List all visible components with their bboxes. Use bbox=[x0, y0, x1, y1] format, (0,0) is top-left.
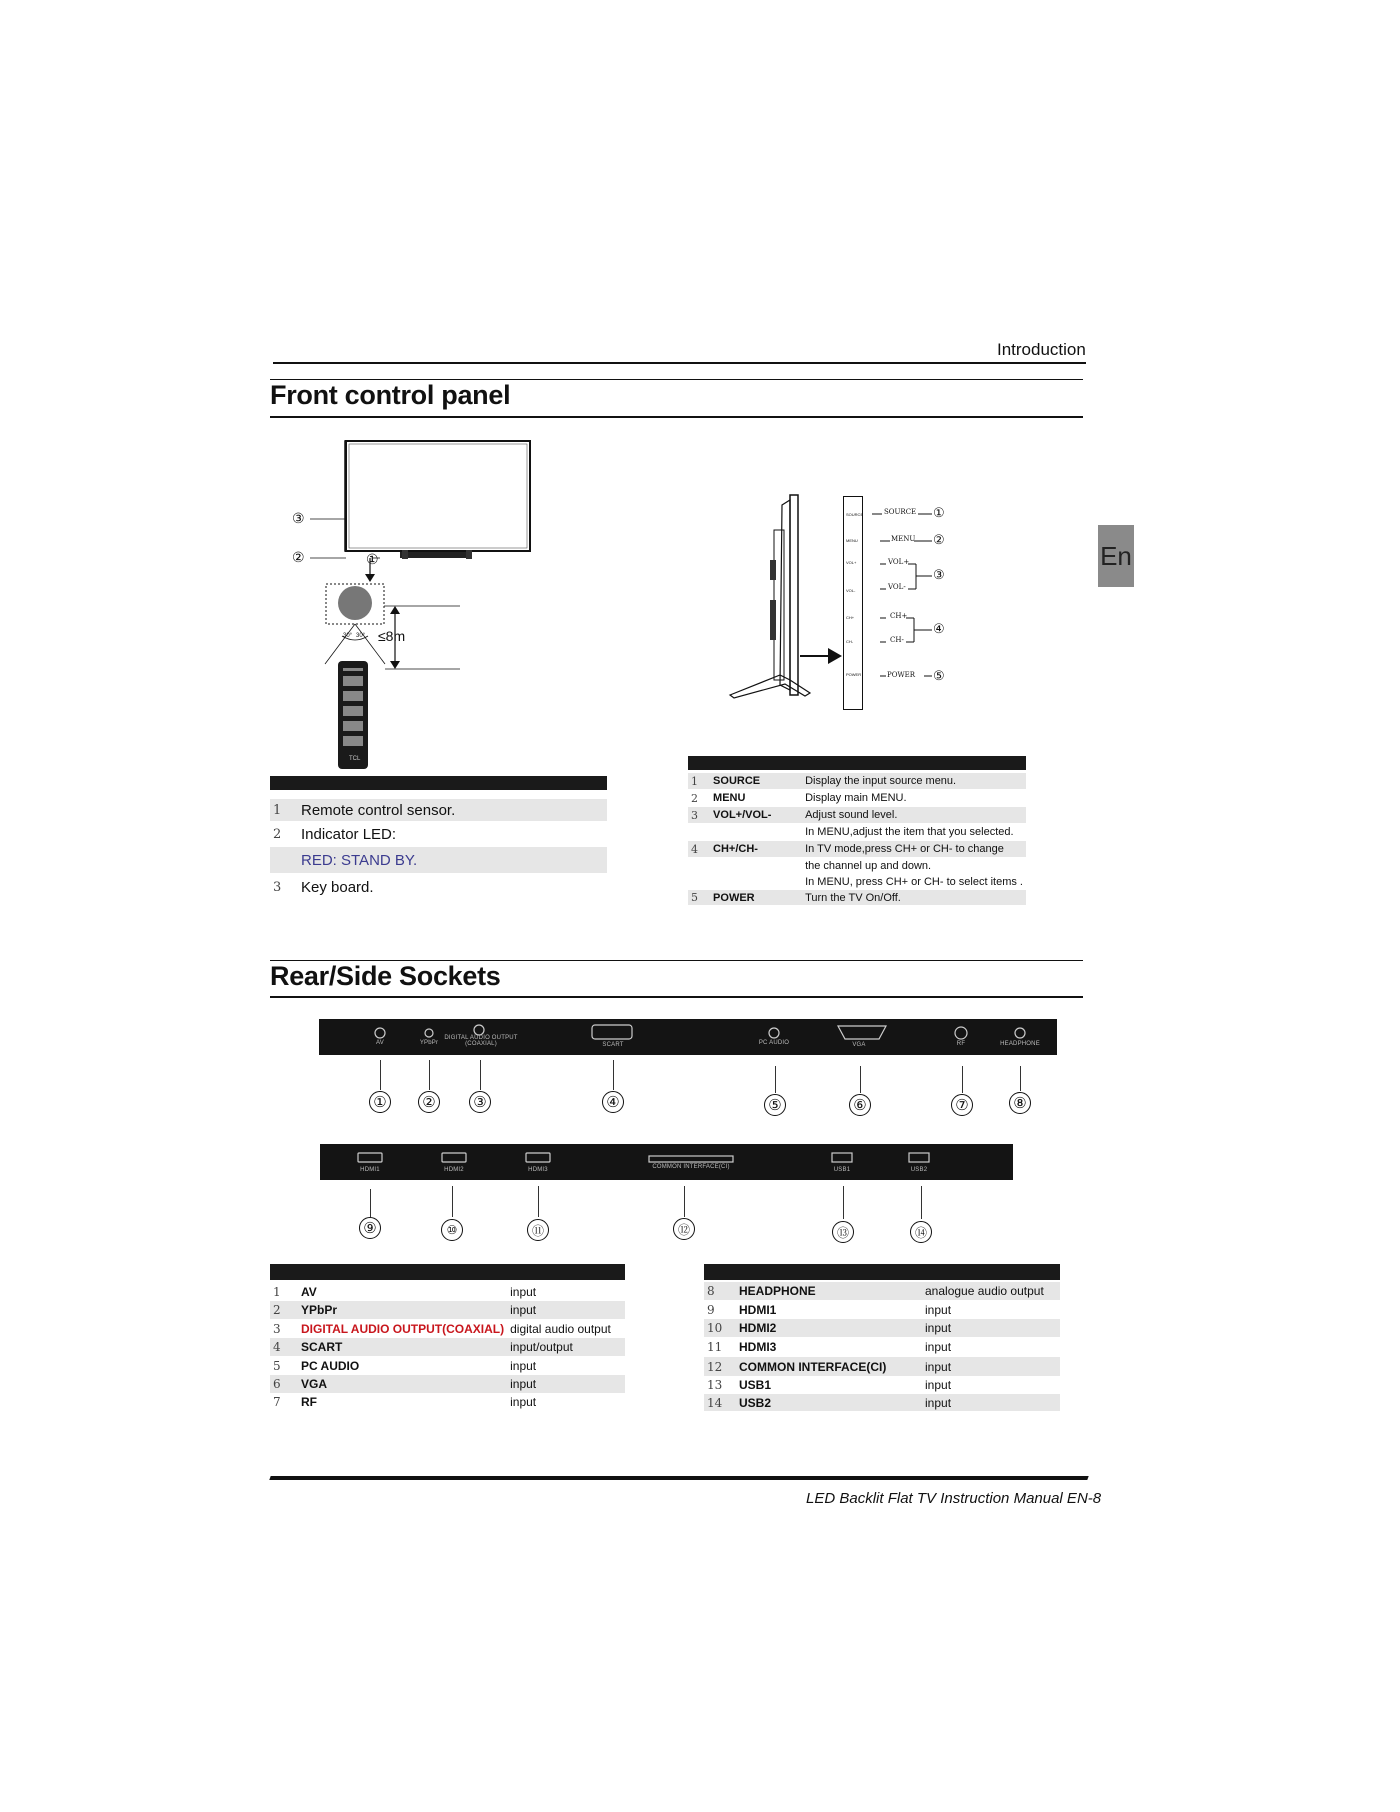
socket-callout-10: ⑩ bbox=[441, 1219, 463, 1241]
key-short-menu: MENU bbox=[846, 538, 858, 543]
key-label-power: POWER bbox=[887, 671, 916, 679]
row-num: 2 bbox=[270, 1301, 298, 1319]
remote-brand: TCL bbox=[349, 756, 361, 762]
port-label-usb1: USB1 bbox=[833, 1167, 851, 1173]
row-num bbox=[270, 847, 298, 873]
key-label-chup: CH+ bbox=[890, 612, 908, 620]
front-title: Front control panel bbox=[270, 380, 511, 410]
row-key: CH+/CH- bbox=[710, 841, 802, 857]
port-label-pc-audio: PC AUDIO bbox=[758, 1040, 790, 1046]
front-left-table bbox=[270, 776, 607, 901]
leader-13 bbox=[843, 1186, 844, 1219]
leader-4 bbox=[613, 1060, 614, 1090]
front-diagram bbox=[280, 436, 540, 776]
row-num: 14 bbox=[704, 1394, 736, 1411]
leader-10 bbox=[452, 1186, 453, 1217]
leader-5 bbox=[775, 1066, 776, 1093]
key-callout-5: ⑤ bbox=[933, 668, 945, 683]
leader-2 bbox=[429, 1060, 430, 1090]
key-label-chdown: CH- bbox=[890, 636, 904, 644]
row-text: Key board. bbox=[301, 878, 374, 896]
row-desc: In TV mode,press CH+ or CH- to change bbox=[802, 841, 1026, 857]
leader-12 bbox=[684, 1186, 685, 1217]
row-num: 1 bbox=[273, 1285, 281, 1299]
row-name: VGA bbox=[298, 1375, 507, 1393]
row-name: COMMON INTERFACE(CI) bbox=[736, 1357, 922, 1376]
row-name: AV bbox=[301, 1285, 317, 1299]
leader-14 bbox=[921, 1186, 922, 1219]
row-name: HEADPHONE bbox=[736, 1282, 922, 1300]
port-label-hdmi2: HDMI2 bbox=[444, 1167, 464, 1173]
row-key: VOL+/VOL- bbox=[710, 807, 802, 823]
row-name: SCART bbox=[298, 1338, 507, 1356]
row-num: 1 bbox=[688, 773, 710, 789]
row-num: 3 bbox=[273, 1321, 281, 1336]
port-label-usb2: USB2 bbox=[910, 1167, 928, 1173]
key-label-volup: VOL+ bbox=[888, 558, 910, 566]
port-label-hdmi1: HDMI1 bbox=[360, 1167, 380, 1173]
port-label-ypbpr: YPbPr bbox=[419, 1040, 439, 1046]
key-short-chup: CH+ bbox=[846, 615, 855, 620]
row-type: input bbox=[925, 1340, 952, 1354]
front-title-bottom-rule bbox=[270, 416, 1083, 418]
row-num: 3 bbox=[273, 879, 282, 895]
callout-1: ① bbox=[366, 551, 379, 567]
row-text: Indicator LED: bbox=[301, 825, 397, 843]
socket-callout-13: ⑬ bbox=[832, 1221, 854, 1243]
row-text: RED: STAND BY. bbox=[298, 847, 607, 873]
front-right-table bbox=[688, 756, 1026, 905]
port-label-scart: SCART bbox=[602, 1042, 624, 1048]
row-num: 4 bbox=[270, 1338, 298, 1356]
row-key: POWER bbox=[710, 890, 802, 905]
row-type: input bbox=[925, 1378, 952, 1392]
leader-9 bbox=[370, 1189, 371, 1217]
port-label-ci: COMMON INTERFACE(CI) bbox=[652, 1164, 730, 1170]
port-label-headphone: HEADPHONE bbox=[1000, 1041, 1040, 1047]
rear-panel-2-ports bbox=[320, 1144, 1013, 1180]
row-type: input bbox=[507, 1375, 625, 1393]
row-desc: Display the input source menu. bbox=[802, 773, 1026, 789]
row-desc: the channel up and down. bbox=[805, 859, 932, 872]
rear-right-table bbox=[704, 1264, 1060, 1411]
rear-left-table bbox=[270, 1264, 625, 1410]
row-num: 7 bbox=[273, 1394, 281, 1409]
row-name: HDMI1 bbox=[739, 1302, 777, 1317]
key-label-source: SOURCE bbox=[884, 508, 917, 516]
key-short-chdown: CH- bbox=[846, 639, 854, 644]
row-name: PC AUDIO bbox=[301, 1358, 360, 1373]
row-num: 3 bbox=[688, 807, 710, 823]
row-name: USB2 bbox=[736, 1394, 922, 1411]
socket-callout-9: ⑨ bbox=[359, 1217, 381, 1239]
row-type: input bbox=[510, 1285, 537, 1299]
angle-right-label: 30° bbox=[356, 633, 366, 639]
row-desc: Turn the TV On/Off. bbox=[802, 890, 1026, 905]
port-label-av: AV bbox=[376, 1040, 384, 1046]
language-tab: En bbox=[1098, 525, 1134, 587]
socket-callout-4: ④ bbox=[602, 1091, 624, 1113]
row-type: input bbox=[510, 1394, 537, 1409]
socket-callout-5: ⑤ bbox=[764, 1094, 786, 1116]
row-num: 9 bbox=[707, 1302, 715, 1317]
socket-callout-11: ⑪ bbox=[527, 1219, 549, 1241]
row-desc: In MENU, press CH+ or CH- to select items . bbox=[805, 876, 1023, 888]
key-callout-1: ① bbox=[933, 505, 945, 520]
footer-text: LED Backlit Flat TV Instruction Manual EN-8 bbox=[806, 1490, 1102, 1507]
leader-1 bbox=[380, 1060, 381, 1090]
row-name: RF bbox=[301, 1394, 317, 1409]
row-type: analogue audio output bbox=[922, 1282, 1060, 1300]
callout-3: ③ bbox=[292, 510, 305, 526]
row-type: input bbox=[510, 1358, 537, 1373]
row-num: 13 bbox=[707, 1378, 723, 1392]
leader-6 bbox=[860, 1066, 861, 1093]
key-short-volup: VOL+ bbox=[846, 560, 857, 565]
rear-title-bottom-rule bbox=[270, 996, 1083, 998]
row-name: HDMI3 bbox=[739, 1340, 777, 1354]
port-label-vga: VGA bbox=[852, 1042, 866, 1048]
port-label-coaxial: DIGITAL AUDIO OUTPUT (COAXIAL) bbox=[444, 1035, 518, 1047]
row-desc: Adjust sound level. bbox=[802, 807, 1026, 823]
socket-callout-14: ⑭ bbox=[910, 1221, 932, 1243]
row-num: 12 bbox=[704, 1357, 736, 1376]
row-name: YPbPr bbox=[298, 1301, 507, 1319]
key-callout-4: ④ bbox=[933, 621, 945, 636]
socket-callout-1: ① bbox=[369, 1091, 391, 1113]
leader-11 bbox=[538, 1186, 539, 1217]
header-rule bbox=[273, 362, 1086, 364]
socket-callout-12: ⑫ bbox=[673, 1218, 695, 1240]
leader-8 bbox=[1020, 1066, 1021, 1091]
socket-callout-6: ⑥ bbox=[849, 1094, 871, 1116]
port-label-hdmi3: HDMI3 bbox=[528, 1167, 548, 1173]
row-num: 2 bbox=[273, 826, 282, 842]
row-num: 11 bbox=[707, 1340, 723, 1354]
row-num: 10 bbox=[704, 1319, 736, 1337]
leader-7 bbox=[962, 1066, 963, 1093]
leader-3 bbox=[480, 1060, 481, 1090]
socket-callout-2: ② bbox=[418, 1091, 440, 1113]
row-num: 2 bbox=[691, 791, 698, 805]
key-short-source: SOURCE bbox=[846, 512, 864, 517]
row-key: MENU bbox=[713, 792, 746, 804]
row-type: input bbox=[922, 1319, 1060, 1337]
header-section: Introduction bbox=[997, 340, 1086, 359]
row-num: 5 bbox=[273, 1358, 281, 1373]
distance-label: ≤8m bbox=[378, 628, 406, 644]
row-type: input bbox=[922, 1357, 1060, 1376]
row-type: input/output bbox=[507, 1338, 625, 1356]
callout-2: ② bbox=[292, 549, 305, 565]
socket-callout-3: ③ bbox=[469, 1091, 491, 1113]
row-name: HDMI2 bbox=[736, 1319, 922, 1337]
key-short-power: POWER bbox=[846, 672, 862, 677]
key-label-voldown: VOL- bbox=[888, 583, 906, 591]
row-desc: Display main MENU. bbox=[805, 792, 907, 804]
row-type: digital audio output bbox=[510, 1321, 611, 1336]
row-type: input bbox=[507, 1301, 625, 1319]
rear-panel-1-ports bbox=[319, 1019, 1057, 1055]
port-label-rf: RF bbox=[956, 1041, 966, 1047]
socket-callout-7: ⑦ bbox=[951, 1094, 973, 1116]
row-name: DIGITAL AUDIO OUTPUT(COAXIAL) bbox=[301, 1321, 505, 1336]
socket-callout-8: ⑧ bbox=[1009, 1092, 1031, 1114]
key-short-voldown: VOL- bbox=[846, 588, 856, 593]
key-callout-2: ② bbox=[933, 532, 945, 547]
row-key: SOURCE bbox=[710, 773, 802, 789]
row-desc: In MENU,adjust the item that you selected. bbox=[805, 826, 1014, 838]
key-callout-3: ③ bbox=[933, 567, 945, 582]
row-num: 8 bbox=[704, 1282, 736, 1300]
row-type: input bbox=[922, 1394, 1060, 1411]
row-type: input bbox=[925, 1302, 952, 1317]
row-num: 1 bbox=[270, 799, 298, 821]
row-num: 4 bbox=[688, 841, 710, 857]
key-label-menu: MENU bbox=[891, 535, 916, 543]
row-name: USB1 bbox=[739, 1378, 772, 1392]
row-text: Remote control sensor. bbox=[298, 799, 607, 821]
rear-title: Rear/Side Sockets bbox=[270, 961, 501, 991]
footer-rule bbox=[269, 1476, 1088, 1480]
row-num: 5 bbox=[688, 890, 710, 905]
row-num: 6 bbox=[270, 1375, 298, 1393]
angle-left-label: 30° bbox=[343, 633, 353, 639]
